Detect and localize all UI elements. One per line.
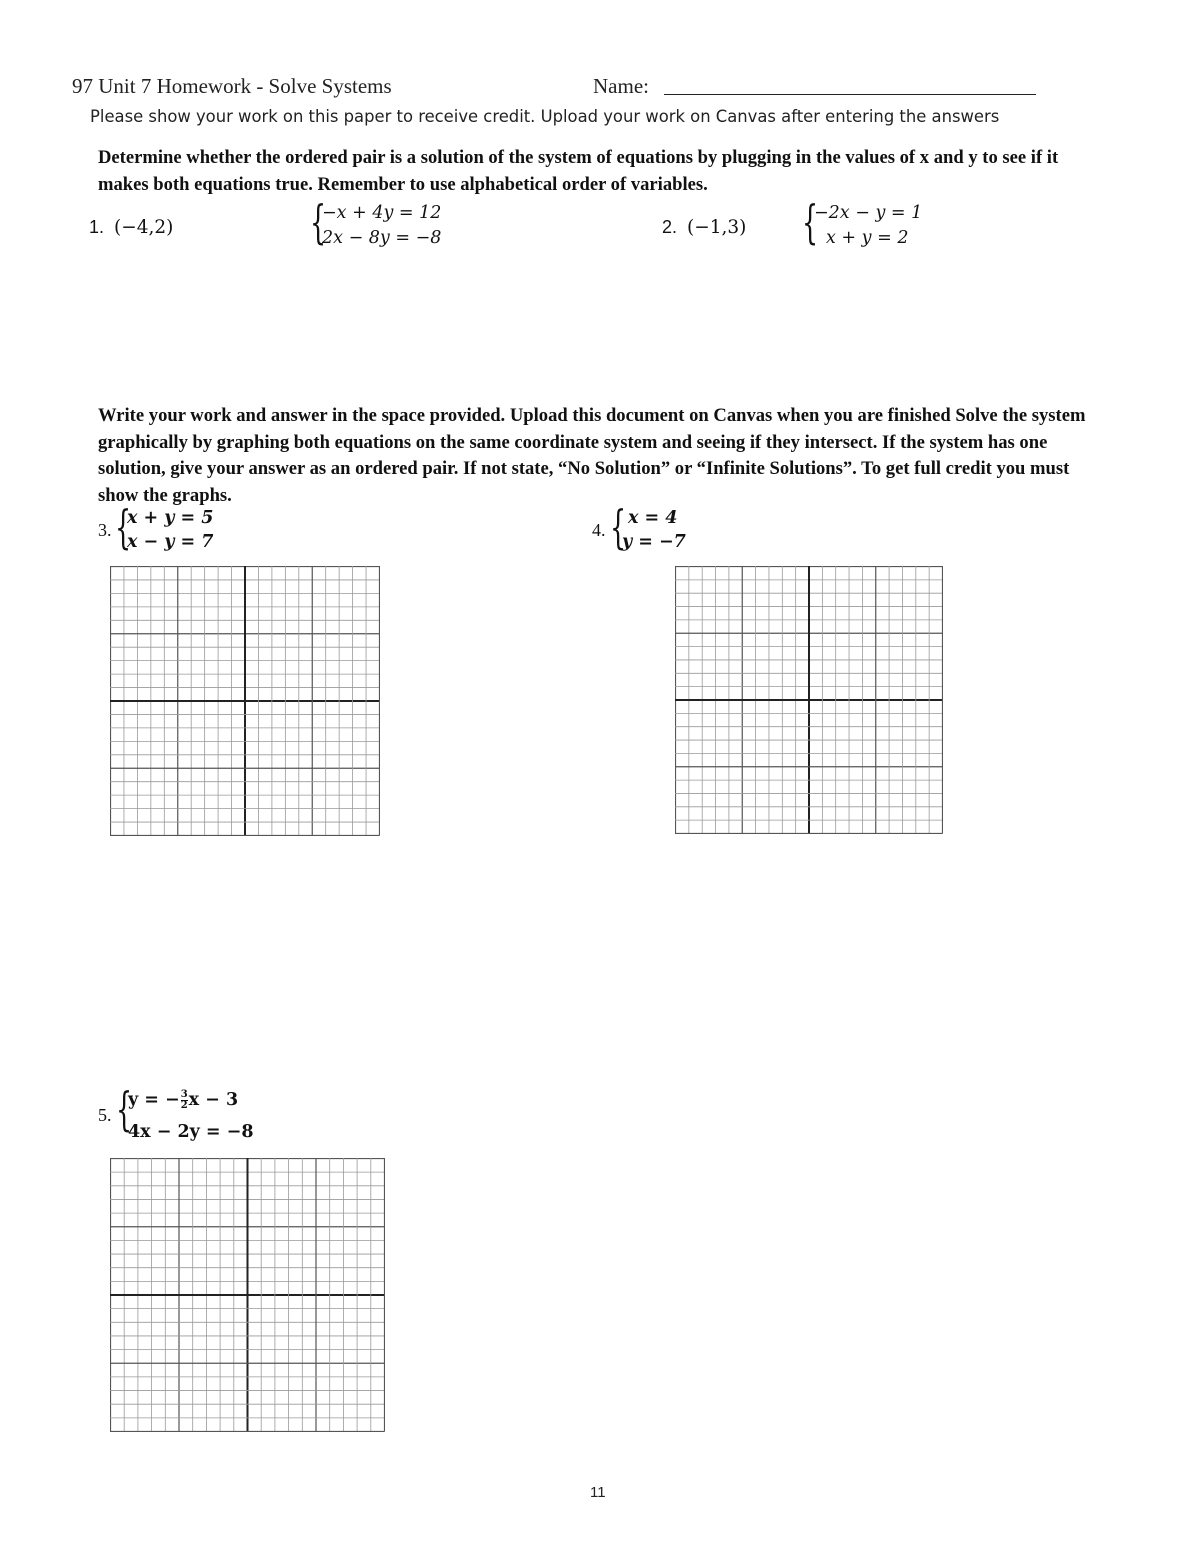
problem-5-fraction	[181, 1090, 188, 1111]
name-label: Name:	[593, 74, 649, 98]
problem-5-eq1	[128, 1090, 238, 1111]
instructions-text: Please show your work on this paper to receive credit. Upload your work on Canvas after entering the answers	[90, 107, 1000, 126]
problem-2-number: 2.	[662, 217, 678, 237]
problem-4-eq1: x = 4	[628, 508, 678, 528]
problem-3-eq1: x + y = 5	[127, 508, 214, 528]
problem-1-eq1: −x + 4y = 12	[322, 203, 442, 223]
problem-3-graph-grid[interactable]	[110, 566, 380, 836]
problem-5-number: 5.	[98, 1105, 112, 1125]
problem-2-label	[662, 217, 746, 238]
problem-5-graph-grid[interactable]	[110, 1158, 385, 1432]
worksheet-title: 97 Unit 7 Homework - Solve Systems	[72, 74, 392, 98]
section1-directions: Determine whether the ordered pair is a solution of the system of equations by plugging in the values of x and y to see if it makes both equations true. Remember to use alphabetical order of variables.	[98, 147, 1059, 195]
problem-5-eq1-lhs: y = −	[128, 1090, 180, 1110]
problem-1-eq2: 2x − 8y = −8	[322, 228, 442, 248]
problem-2-eq2: x + y = 2	[826, 228, 909, 248]
problem-2-pair: (−1,3)	[687, 217, 747, 238]
brace-icon: {	[610, 500, 627, 554]
problem-1-pair: (−4,2)	[114, 217, 174, 238]
problem-4-number: 4.	[592, 520, 606, 540]
name-blank-line[interactable]	[664, 94, 1036, 95]
brace-icon: {	[116, 1082, 133, 1136]
problem-5-eq1-rhs: x − 3	[188, 1090, 239, 1110]
brace-icon: {	[115, 500, 132, 554]
brace-icon: {	[310, 195, 327, 249]
problem-2-eq1: −2x − y = 1	[814, 203, 923, 223]
section2-directions: Write your work and answer in the space provided. Upload this document on Canvas when you are finished Solve the system graphically by graphing both equations on the same coordinate system and seeing if they intersect. If the system has one solution, give your answer as an ordered pair. If not state, “No Solution” or “Infinite Solutions”. To get full credit you must show the graphs.	[98, 405, 1086, 506]
fraction-denominator: 2	[180, 1100, 188, 1111]
brace-icon: {	[802, 195, 819, 249]
problem-1-label	[89, 217, 173, 238]
problem-4-graph-grid[interactable]	[675, 566, 943, 834]
page-number: 11	[590, 1484, 606, 1501]
problem-3-number: 3.	[98, 520, 112, 540]
problem-5-eq2: 4x − 2y = −8	[128, 1122, 254, 1142]
problem-1-number: 1.	[89, 217, 105, 237]
fraction-numerator: 3	[180, 1089, 188, 1100]
problem-4-eq2: y = −7	[622, 532, 686, 552]
problem-3-eq2: x − y = 7	[127, 532, 214, 552]
